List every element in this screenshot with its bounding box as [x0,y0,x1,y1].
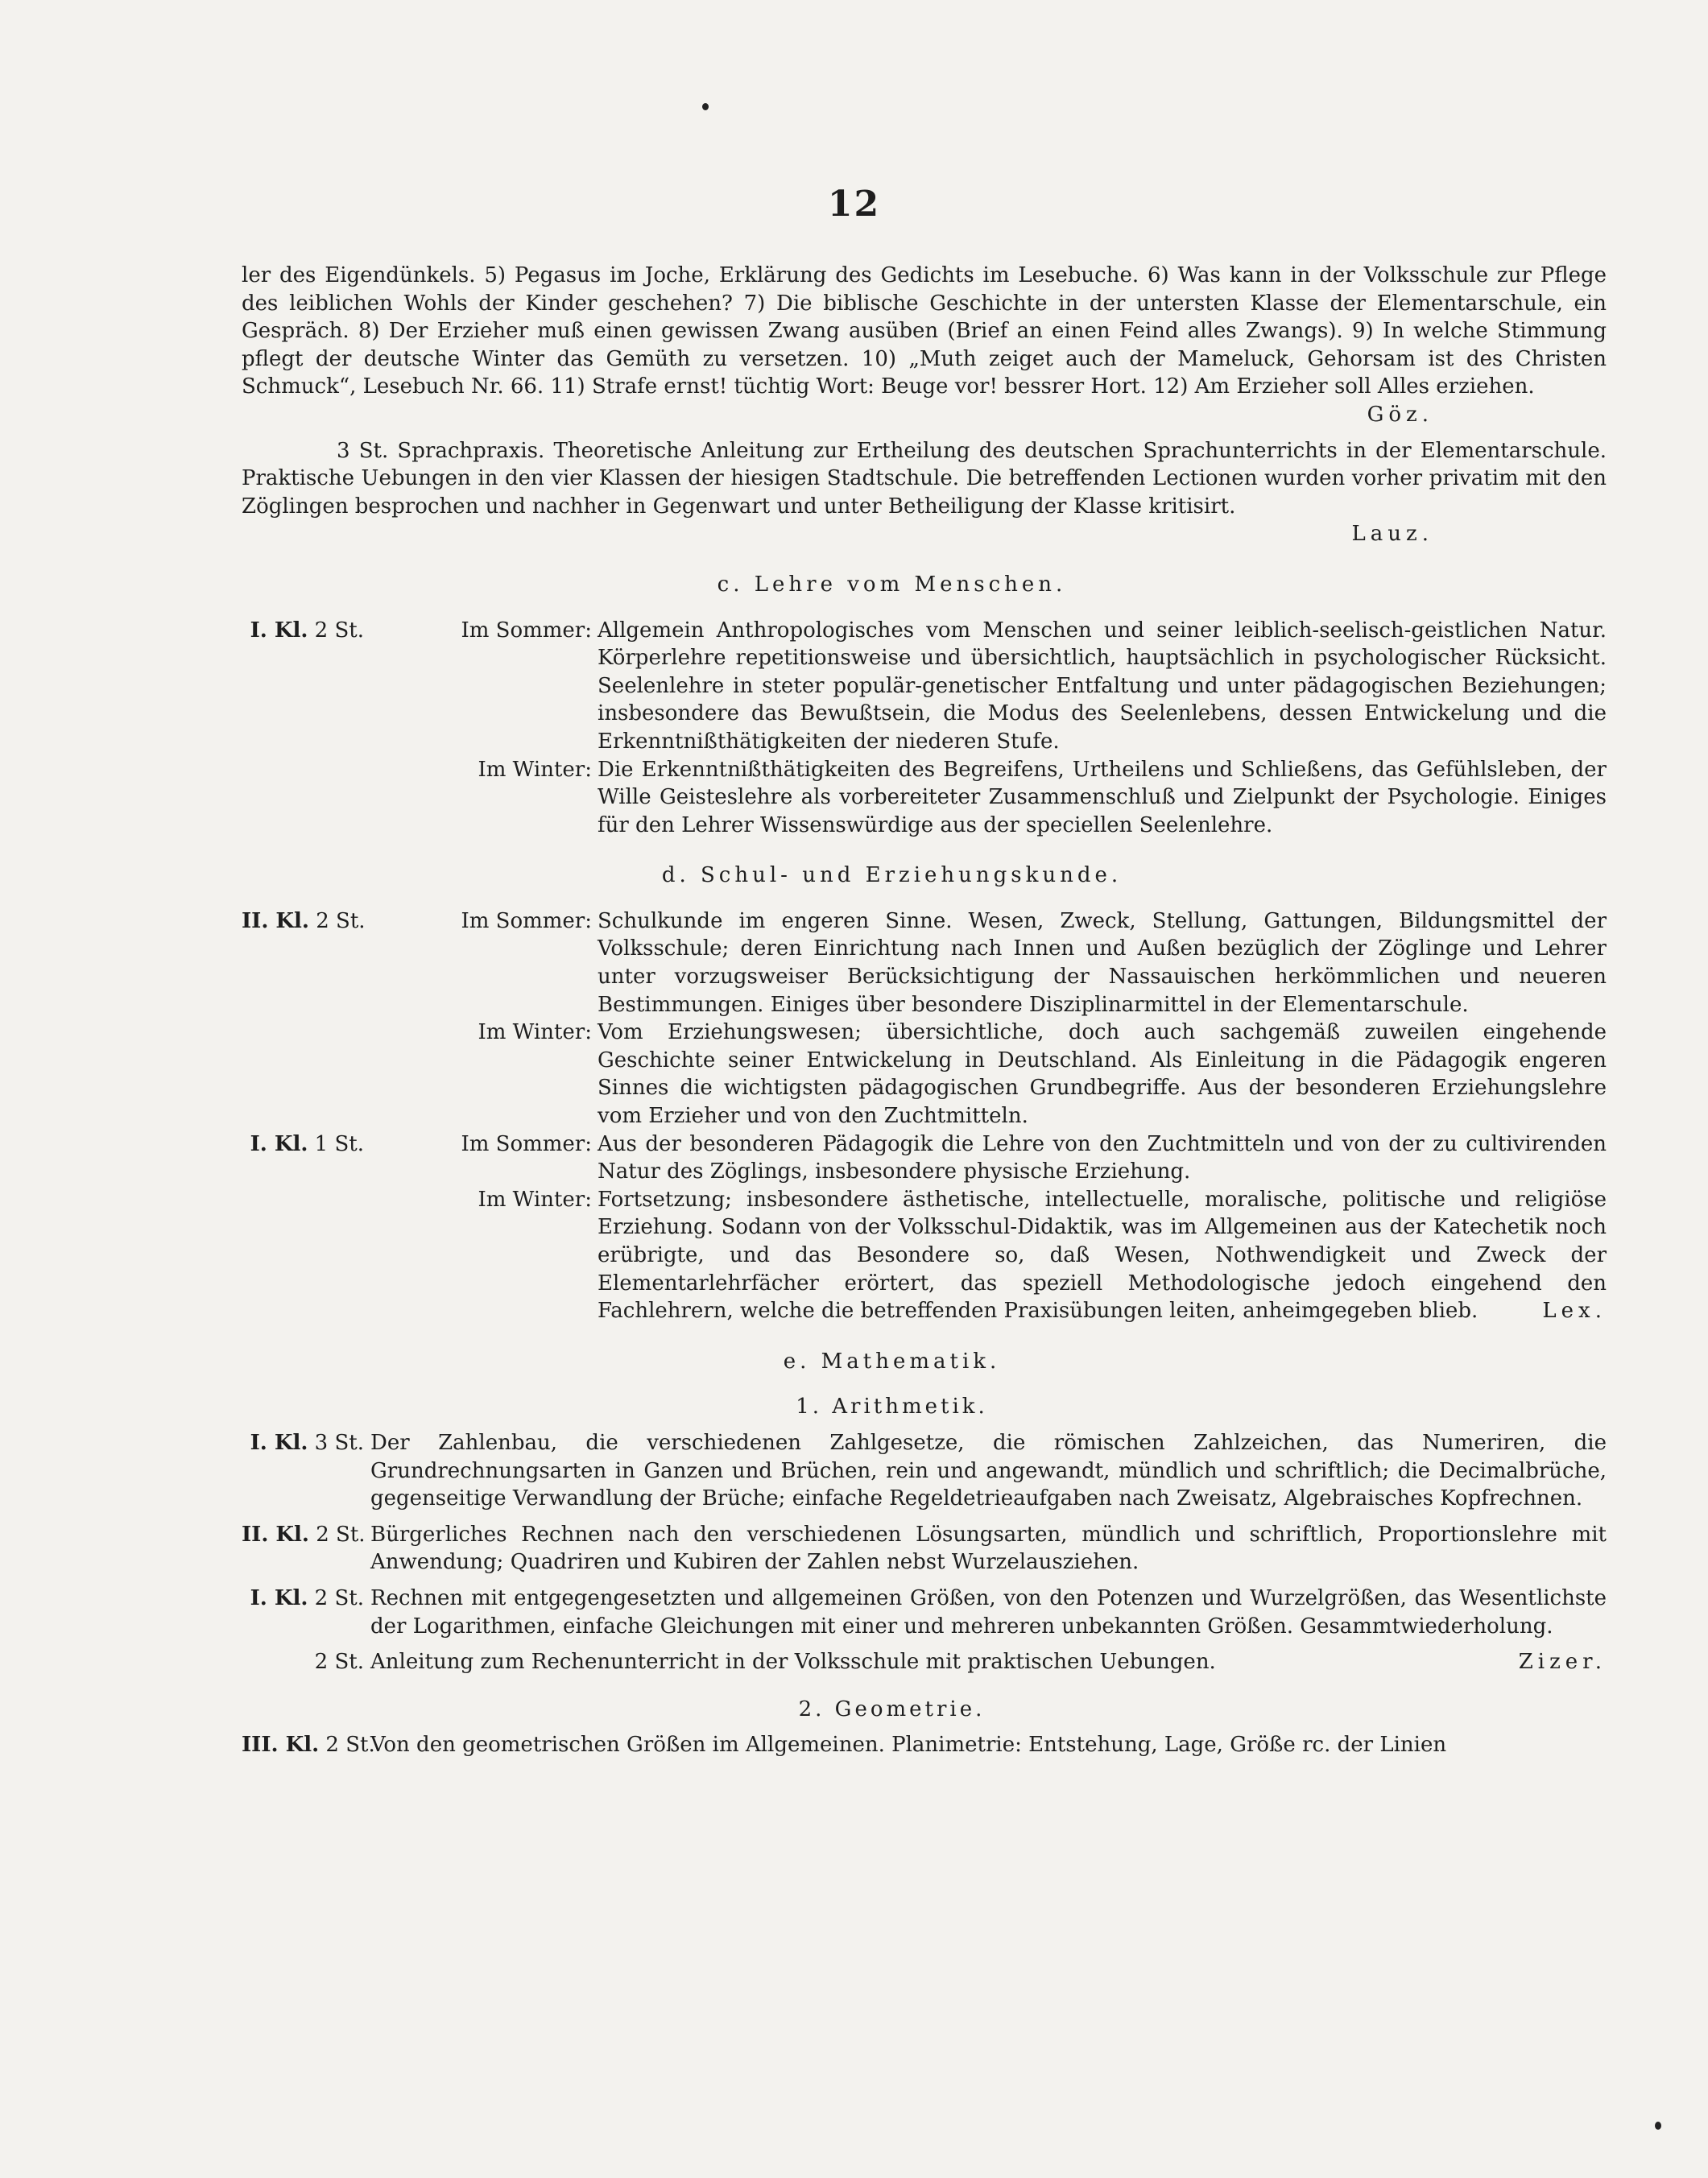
page-number: 12 [827,184,881,225]
entry-class: I. Kl. 1 St. [250,1131,364,1156]
entry-class: I. Kl. 3 St. [250,1430,364,1455]
entry-class: III. Kl. 2 St. [242,1733,375,1758]
entry-row [242,1648,1607,1676]
entry-text: Aus der besonderen Pädagogik die Lehre von den Zuchtmitteln und von der zu cultivirenden Natur des Zöglings, insbesondere physische Erziehung. [598,1131,1607,1184]
entry-row [242,617,1607,756]
section-heading-c: c. Lehre vom Menschen. [717,572,1067,597]
entry-class: I. Kl. 2 St. [250,618,364,643]
entry-season: Im Sommer: [461,1131,592,1156]
signature-lauz: Lauz. [1351,522,1433,547]
signature-lex: Lex. [1542,1299,1607,1324]
entry-row [242,1731,1607,1759]
entry-text: Fortsetzung; insbesondere ästhetische, intellectuelle, moralische, politische und religiöse Erziehung. Sodann von der Volksschul-Didaktik, was im Allgemeinen aus der Katechetik noch erübrigte, und das Besondere so, daß Wesen, Nothwendigkeit und Zweck der Elementarlehrfächer erörtert, das speziell Methodologische jedoch eingehend den Fachlehrern, welche die betreffenden Praxisübungen leiten, anheimgegeben blieb. Lex. [598,1186,1607,1325]
entry-text: Die Erkenntnißthätigkeiten des Begreifens, Urtheilens und Schließens, das Gefühlsleben, der Wille Geisteslehre als vorbereiteter Zusammenschluß und Zielpunkt der Psychologie. Einiges für den Lehrer Wissenswürdige aus der speciellen Seelenlehre. [598,757,1607,837]
entry-class: I. Kl. 2 St. [250,1585,364,1610]
ink-dot-bottom [1655,2122,1661,2130]
entry-text: Von den geometrischen Größen im Allgemeinen. Planimetrie: Entstehung, Lage, Größe rc. der Linien [370,1733,1447,1758]
entry-season: Im Winter: [478,1020,592,1045]
page-content [242,262,1607,1759]
entry-row [242,1521,1607,1577]
entry-text: Bürgerliches Rechnen nach den verschiedenen Lösungsarten, mündlich und schriftlich, Proportionslehre mit Anwendung; Quadriren und Kubiren der Zahlen nebst Wurzelausziehen. [370,1522,1607,1575]
entry-class: 2 St. [314,1650,364,1675]
entry-text: Allgemein Anthropologisches vom Menschen und seiner leiblich-seelisch-geistlichen Natur. Körperlehre repetitionsweise und übersichtlich, hauptsächlich in psychologischer Rücksicht. Seelenlehre in steter populär-genetischer Entfaltung und unter pädagogischen Beziehungen; insbesondere das Bewußtsein, die Modus des Seelenlebens, dessen Entwickelung und die Erkenntnißthätigkeiten der niederen Stufe. [598,618,1607,754]
entry-row [242,907,1607,1019]
entry-text: Der Zahlenbau, die verschiedenen Zahlgesetze, die römischen Zahlzeichen, das Numeriren, die Grundrechnungsarten in Ganzen und Brüchen, rein und angewandt, mündlich und schriftlich; die Decimalbrüche, gegenseitige Verwandlung der Brüche; einfache Regeldetrieaufgaben nach Zweisatz, Algebraisches Kopfrechnen. [370,1430,1607,1511]
sprachpraxis-text: Theoretische Anleitung zur Ertheilung des deutschen Sprachunterrichts in der Elementarschule. Praktische Uebungen in den vier Klassen der hiesigen Stadtschule. Die betreffenden Lectionen wurden vorher privatim mit den Zöglingen besprochen und nachher in Gegenwart und unter Betheiligung der Klasse kritisirt. [242,438,1607,519]
entry-row [242,1186,1607,1325]
entry-row [242,756,1607,840]
entry-class: II. Kl. 2 St. [242,1522,366,1547]
entry-row [242,1019,1607,1130]
signature-zizer: Zizer. [1518,1650,1607,1675]
ink-dot-top [702,103,709,110]
entry-season: Im Sommer: [461,618,592,643]
entry-text: Schulkunde im engeren Sinne. Wesen, Zweck, Stellung, Gattungen, Bildungsmittel der Volksschule; deren Einrichtung nach Innen und Außen bezüglich der Zöglinge und Lehrer unter vorzugsweiser Berücksichtigung der Nassauischen herkömmlichen und neueren Bestimmungen. Einiges über besondere Disziplinarmittel in der Elementarschule. [598,908,1607,1017]
section-heading-e: e. Mathematik. [783,1349,1001,1374]
sprachpraxis-paragraph [242,437,1607,521]
subheading-arithmetik: 1. Arithmetik. [796,1395,988,1420]
section-heading-d: d. Schul- und Erziehungskunde. [661,863,1123,888]
entry-class: II. Kl. 2 St. [242,908,366,933]
sprachpraxis-lead: 3 St. Sprachpraxis. [337,438,545,463]
entry-season: Im Sommer: [461,908,592,933]
entry-text: Rechnen mit entgegengesetzten und allgemeinen Größen, von den Potenzen und Wurzelgrößen, das Wesentlichste der Logarithmen, einfache Gleichungen mit einer und mehreren unbekannten Größen. Gesammtwiederholung. [370,1585,1607,1639]
signature-goez: Göz. [1367,402,1433,427]
entry-text: Vom Erziehungswesen; übersichtliche, doch auch sachgemäß zuweilen eingehende Geschichte seiner Entwickelung in Deutschland. Als Einleitung in die Pädagogik engeren Sinnes die wichtigsten pädagogischen Grundbegriffe. Aus der besonderen Erziehungslehre vom Erzieher und von den Zuchtmitteln. [598,1020,1607,1129]
entry-season: Im Winter: [478,757,592,782]
entry-row [242,1429,1607,1513]
entry-season: Im Winter: [478,1187,592,1212]
entry-row [242,1130,1607,1186]
subheading-geometrie: 2. Geometrie. [798,1697,986,1721]
intro-paragraph: ler des Eigendünkels. 5) Pegasus im Joche, Erklärung des Gedichts im Lesebuche. 6) Was kann in der Volksschule zur Pflege des leiblichen Wohls der Kinder geschehen? 7) Die biblische Geschichte in der untersten Klasse der Elementarschule, ein Gespräch. 8) Der Erzieher muß einen gewissen Zwang ausüben (Brief an einen Feind alles Zwangs). 9) In welche Stimmung pflegt der deutsche Winter das Gemüth zu versetzen. 10) „Muth zeiget auch der Mameluck, Gehorsam ist des Christen Schmuck“, Lesebuch Nr. 66. 11) Strafe ernst! tüchtig Wort: Beuge vor! bessrer Hort. 12) Am Erzieher soll Alles erziehen. [242,263,1607,399]
entry-row [242,1585,1607,1640]
entry-text: Anleitung zum Rechenunterricht in der Volksschule mit praktischen Uebungen. Zizer. [370,1648,1607,1676]
